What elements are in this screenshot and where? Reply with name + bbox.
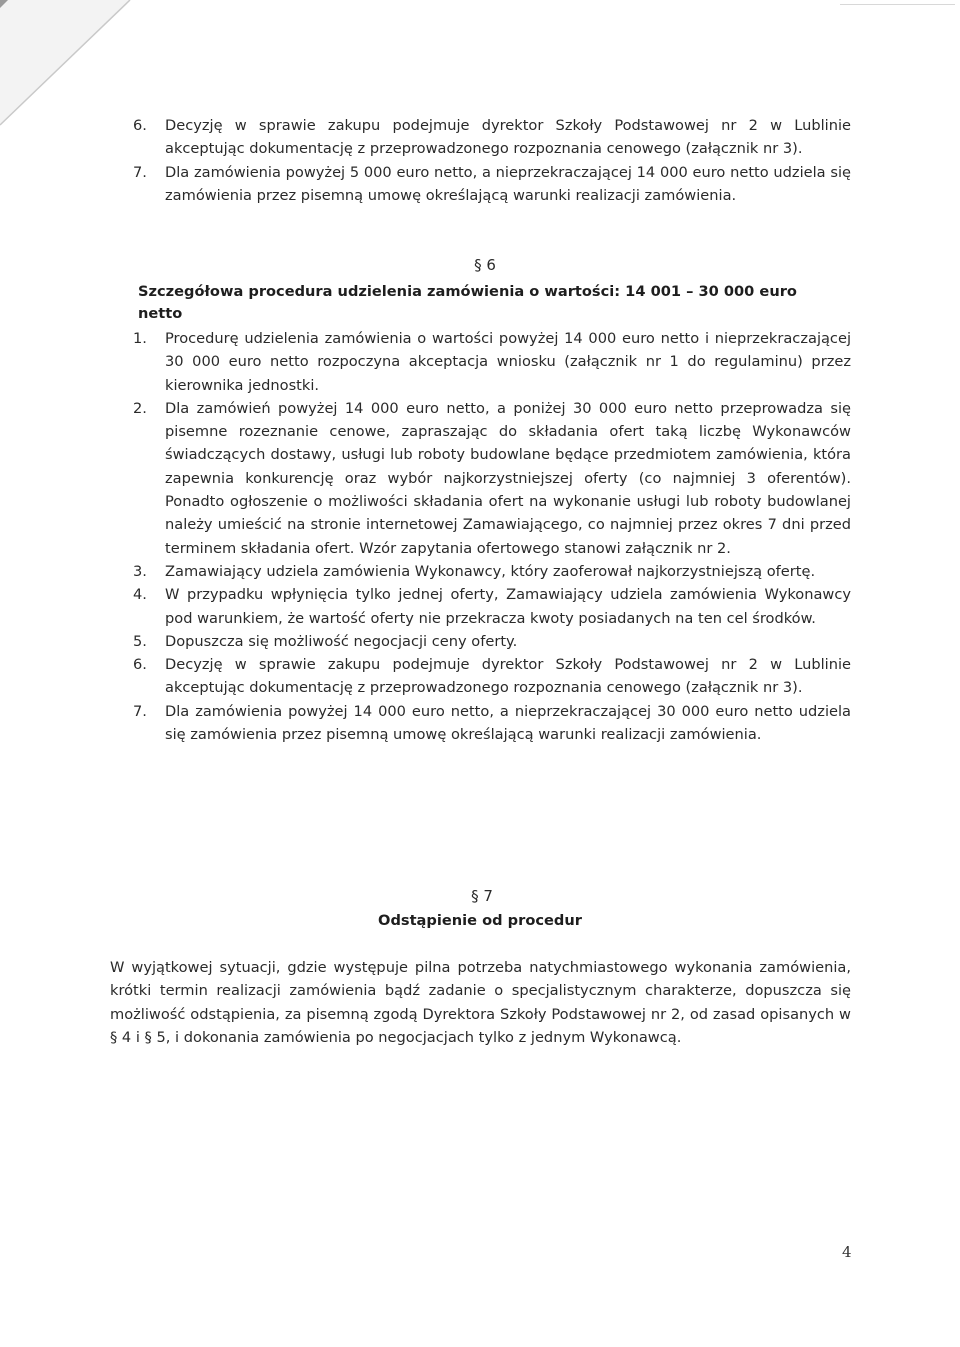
list-number: 7. bbox=[133, 163, 147, 181]
list-text: Dla zamówienia powyżej 14 000 euro netto, a nieprzekraczającej 30 000 euro netto udziela się zamówienia przez pisemną umowę określającą warunki realizacji zamówienia. bbox=[165, 702, 851, 744]
list-item bbox=[133, 114, 851, 161]
top-list bbox=[133, 114, 851, 207]
list-item bbox=[133, 327, 851, 397]
list-item bbox=[133, 630, 851, 653]
section-title: Szczegółowa procedura udzielenia zamówienia o wartości: 14 001 – 30 000 euro netto bbox=[138, 283, 797, 322]
scan-corner-fold bbox=[0, 0, 140, 140]
list-number: 1. bbox=[133, 330, 147, 347]
list-number: 2. bbox=[133, 399, 147, 417]
list-item bbox=[133, 653, 851, 700]
list-number: 7. bbox=[133, 702, 147, 720]
section-mark: § 6 bbox=[474, 256, 496, 274]
list-text: Decyzję w sprawie zakupu podejmuje dyrektor Szkoły Podstawowej nr 2 w Lublinie akceptując dokumentację z przeprowadzonego rozpoznania cenowego (załącznik nr 3). bbox=[165, 117, 851, 158]
section-title: Odstąpienie od procedur bbox=[378, 912, 582, 929]
list-text: Decyzję w sprawie zakupu podejmuje dyrektor Szkoły Podstawowej nr 2 w Lublinie akceptując dokumentację z przeprowadzonego rozpoznania cenowego (załącznik nr 3). bbox=[165, 656, 851, 697]
section7-paragraph: W wyjątkowej sytuacji, gdzie występuje pilna potrzeba natychmiastowego wykonania zamówienia, krótki termin realizacji zamówienia bądź zadanie o specjalistycznym charakterze, dopuszcza się możliwość odstąpienia, za pisemną zgodą Dyrektora Szkoły Podstawowej nr 2, od zasad opisanych w § 4 i § 5, i dokonania zamówienia po negocjacjach tylko z jednym Wykonawcą. bbox=[110, 959, 851, 1046]
list-number: 5. bbox=[133, 632, 147, 650]
list-text: Dla zamówień powyżej 14 000 euro netto, a poniżej 30 000 euro netto przeprowadza się pisemne rozeznanie cenowe, zapraszając do składania ofert taką liczbę Wykonawców świadczących dostawy, usługi lub roboty budowlane będące przedmiotem zamówienia, która zapewnia konkurencję oraz wybór najkorzystniejszej oferty (co najmniej 3 oferentów). Ponadto ogłoszenie o możliwości składania ofert na wykonanie usługi lub roboty budowlanej należy umieścić na stronie internetowej Zamawiającego, co najmniej przez okres 7 dni przed terminem składania ofert. Wzór zapytania ofertowego stanowi załącznik nr 2. bbox=[165, 399, 851, 557]
list-item bbox=[133, 583, 851, 630]
list-item bbox=[133, 161, 851, 208]
list-item bbox=[133, 560, 851, 583]
list-text: Dla zamówienia powyżej 5 000 euro netto, a nieprzekraczającej 14 000 euro netto udziela się zamówienia przez pisemną umowę określającą warunki realizacji zamówienia. bbox=[165, 163, 851, 204]
list-item bbox=[133, 700, 851, 747]
list-number: 4. bbox=[133, 586, 147, 604]
list-text: Zamawiający udziela zamówienia Wykonawcy, który zaoferował najkorzystniejszą ofertę. bbox=[165, 562, 816, 580]
section-mark: § 7 bbox=[471, 887, 493, 905]
list-item bbox=[133, 397, 851, 560]
section6-list bbox=[133, 327, 851, 746]
list-number: 6. bbox=[133, 117, 147, 134]
page-number: 4 bbox=[842, 1243, 852, 1261]
list-text: W przypadku wpłynięcia tylko jednej oferty, Zamawiający udziela zamówienia Wykonawcy pod warunkiem, że wartość oferty nie przekracza kwoty posiadanych na ten cel środków. bbox=[165, 586, 851, 627]
scan-edge-line bbox=[840, 4, 955, 5]
list-text: Procedurę udzielenia zamówienia o wartości powyżej 14 000 euro netto i nieprzekraczającej 30 000 euro netto rozpoczyna akceptacja wniosku (załącznik nr 1 do regulaminu) przez kierownika jednostki. bbox=[165, 330, 851, 394]
list-text: Dopuszcza się możliwość negocjacji ceny oferty. bbox=[165, 632, 518, 650]
list-number: 6. bbox=[133, 656, 147, 674]
list-number: 3. bbox=[133, 562, 147, 580]
